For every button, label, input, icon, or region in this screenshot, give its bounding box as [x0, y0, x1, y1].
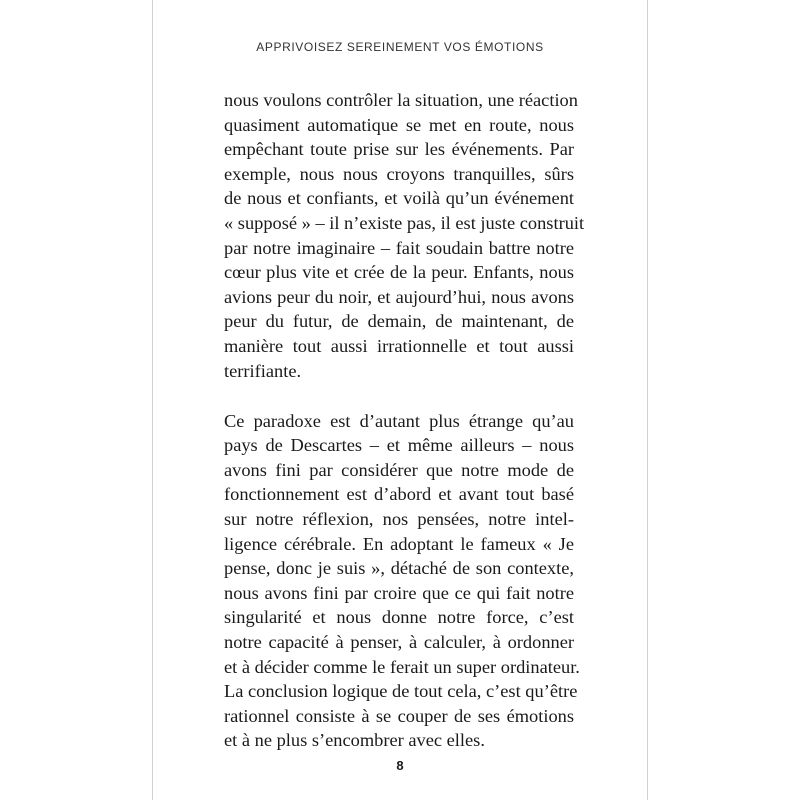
- text-line: terrifiante.: [224, 360, 302, 381]
- text-line: quasiment automatique se met en route, nous: [224, 114, 574, 135]
- text-line: par notre imaginaire – fait soudain battre notre: [224, 237, 574, 258]
- text-line: sur notre réflexion, nos pensées, notre intel-: [224, 509, 574, 529]
- text-line: fonctionnement est d’abord et avant tout basé: [224, 484, 574, 505]
- text-line: nous voulons contrôler la situation, une réaction: [224, 90, 578, 110]
- text-line: exemple, nous nous croyons tranquilles, sûrs: [224, 163, 574, 184]
- text-line: pense, donc je suis », détaché de son contexte,: [224, 558, 574, 579]
- text-line: nous avons fini par croire que ce qui fait notre: [224, 582, 574, 603]
- text-line: de nous et confiants, et voilà qu’un événement: [224, 188, 574, 209]
- running-head: APPRIVOISEZ SEREINEMENT VOS ÉMOTIONS: [256, 40, 544, 54]
- book-page: [153, 0, 647, 800]
- text-line: La conclusion logique de tout cela, c’est qu’être: [224, 681, 578, 702]
- text-line: et à ne plus s’encombrer avec elles.: [224, 730, 485, 751]
- text-line: avions peur du noir, et aujourd’hui, nous avons: [224, 286, 574, 307]
- text-line: cœur plus vite et crée de la peur. Enfants, nous: [224, 262, 574, 283]
- text-line: « supposé » – il n’existe pas, il est juste construit: [224, 213, 585, 233]
- text-line: et à décider comme le ferait un super ordinateur.: [224, 656, 580, 677]
- text-line: peur du futur, de demain, de maintenant, de: [224, 311, 574, 332]
- text-line: pays de Descartes – et même ailleurs – nous: [224, 435, 574, 456]
- page-number: 8: [396, 758, 404, 773]
- text-line: empêchant toute prise sur les événements. Par: [224, 139, 574, 160]
- text-line: singularité et nous donne notre force, c’est: [224, 607, 574, 628]
- text-line: ligence cérébrale. En adoptant le fameux « Je: [224, 533, 574, 554]
- text-line: Ce paradoxe est d’autant plus étrange qu’au: [224, 410, 574, 431]
- text-line: avons fini par considérer que notre mode de: [224, 459, 574, 480]
- text-line: manière tout aussi irrationnelle et tout aussi: [224, 336, 574, 356]
- text-line: notre capacité à penser, à calculer, à ordonner: [224, 632, 574, 652]
- text-line: rationnel consiste à se couper de ses émotions: [224, 705, 574, 726]
